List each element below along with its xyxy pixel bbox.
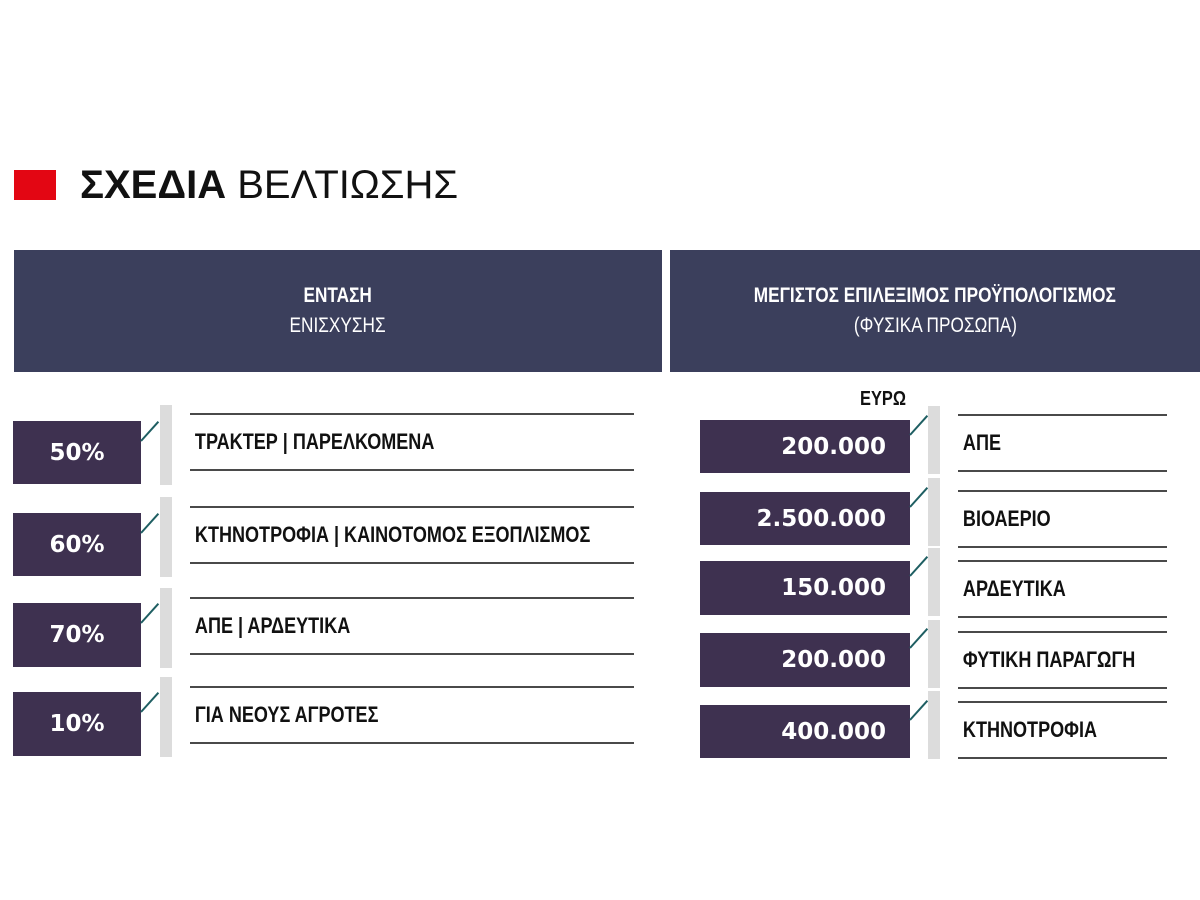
rule-top xyxy=(190,506,634,508)
rule-bottom xyxy=(190,469,634,471)
connector-line xyxy=(140,692,159,713)
right-header-subtitle: (ΦΥΣΙΚΑ ΠΡΟΣΩΠΑ) xyxy=(853,314,1017,337)
rule-top xyxy=(958,490,1167,492)
left-header-title: ΕΝΤΑΣΗ xyxy=(303,284,373,307)
currency-unit: ΕΥΡΩ xyxy=(860,388,906,410)
page-title xyxy=(80,160,458,210)
divider-bar xyxy=(160,497,172,577)
rule-bottom xyxy=(958,470,1167,472)
label-row xyxy=(190,597,634,655)
left-panel-header xyxy=(14,250,662,372)
right-header-title: ΜΕΓΙΣΤΟΣ ΕΠΙΛΕΞΙΜΟΣ ΠΡΟΫΠΟΛΟΓΙΣΜΟΣ xyxy=(753,284,1117,307)
connector-line xyxy=(909,556,928,577)
rule-top xyxy=(190,597,634,599)
row-label: ΦΥΤΙΚΗ ΠΑΡΑΓΩΓΗ xyxy=(962,647,1136,672)
value-box: 2.500.000 xyxy=(700,492,910,545)
divider-bar xyxy=(160,677,172,757)
value-box: 150.000 xyxy=(700,561,910,615)
divider-bar xyxy=(928,478,940,546)
title-accent-square xyxy=(14,170,56,200)
label-row xyxy=(958,560,1167,618)
row-label: ΚΤΗΝΟΤΡΟΦΙΑ | ΚΑΙΝΟΤΟΜΟΣ ΕΞΟΠΛΙΣΜΟΣ xyxy=(194,522,591,547)
label-row xyxy=(958,701,1167,759)
row-label: ΒΙΟΑΕΡΙΟ xyxy=(962,506,1051,531)
divider-bar xyxy=(928,620,940,688)
rule-top xyxy=(190,686,634,688)
rule-bottom xyxy=(958,687,1167,689)
rule-top xyxy=(958,631,1167,633)
rule-top xyxy=(958,414,1167,416)
row-label: ΑΡΔΕΥΤΙΚΑ xyxy=(962,576,1066,601)
row-label: ΑΠΕ xyxy=(962,430,1002,455)
left-header-subtitle: ΕΝΙΣΧΥΣΗΣ xyxy=(289,314,387,337)
divider-bar xyxy=(928,691,940,759)
rule-top xyxy=(958,560,1167,562)
value-box: 200.000 xyxy=(700,420,910,473)
row-label: ΑΠΕ | ΑΡΔΕΥΤΙΚΑ xyxy=(194,613,351,638)
divider-bar xyxy=(160,405,172,485)
rule-top xyxy=(190,413,634,415)
row-label: ΓΙΑ ΝΕΟΥΣ ΑΓΡΟΤΕΣ xyxy=(194,702,379,727)
connector-line xyxy=(909,487,928,508)
value-box: 10% xyxy=(13,692,141,756)
label-row xyxy=(190,686,634,744)
row-label: ΤΡΑΚΤΕΡ | ΠΑΡΕΛΚΟΜΕΝΑ xyxy=(194,429,435,454)
value-box: 60% xyxy=(13,513,141,576)
divider-bar xyxy=(160,588,172,668)
divider-bar xyxy=(928,406,940,474)
label-row xyxy=(190,413,634,471)
connector-line xyxy=(909,700,928,721)
connector-line xyxy=(140,421,159,442)
connector-line xyxy=(140,603,159,624)
right-panel-header xyxy=(670,250,1200,372)
title-light: ΒΕΛΤΙΩΣΗΣ xyxy=(237,163,459,207)
value-box: 400.000 xyxy=(700,705,910,758)
rule-bottom xyxy=(958,757,1167,759)
connector-line xyxy=(909,628,928,649)
connector-line xyxy=(140,513,159,534)
rule-bottom xyxy=(958,546,1167,548)
value-box: 70% xyxy=(13,603,141,667)
label-row xyxy=(958,414,1167,472)
divider-bar xyxy=(928,548,940,616)
label-row xyxy=(190,506,634,564)
title-bold: ΣΧΕΔΙΑ xyxy=(80,163,227,207)
label-row xyxy=(958,490,1167,548)
value-box: 200.000 xyxy=(700,633,910,687)
rule-bottom xyxy=(190,562,634,564)
rule-bottom xyxy=(958,616,1167,618)
rule-bottom xyxy=(190,653,634,655)
label-row xyxy=(958,631,1167,689)
value-box: 50% xyxy=(13,421,141,484)
connector-line xyxy=(909,415,928,436)
rule-bottom xyxy=(190,742,634,744)
row-label: ΚΤΗΝΟΤΡΟΦΙΑ xyxy=(962,717,1097,742)
rule-top xyxy=(958,701,1167,703)
